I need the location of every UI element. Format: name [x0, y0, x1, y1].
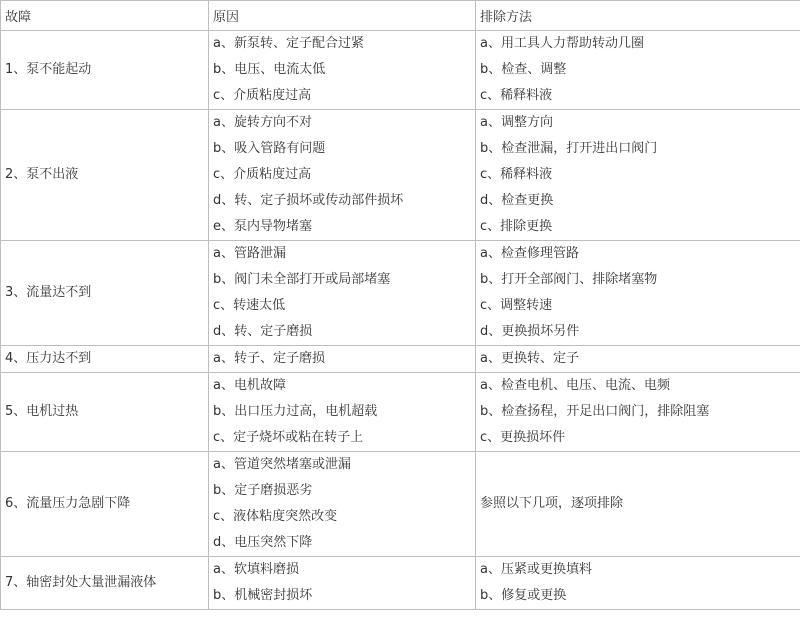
fault-name: 6、流量压力急剧下降	[5, 496, 131, 511]
remedy-item: d、检查更换	[480, 193, 554, 208]
cause-item: a、新泵转、定子配合过紧	[213, 36, 364, 51]
remedy-item: c、更换损坏件	[480, 430, 566, 445]
cause-item: b、吸入管路有问题	[213, 141, 326, 156]
table-body	[1, 31, 800, 610]
remedy-item: a、调整方向	[480, 115, 553, 130]
header-row	[1, 1, 800, 31]
remedy-cell	[476, 346, 800, 373]
cause-cell	[209, 452, 476, 557]
fault-name: 4、压力达不到	[5, 351, 92, 366]
cause-item: d、转、定子磨损	[213, 324, 313, 339]
remedy-item: c、调整转速	[480, 298, 553, 313]
table-row	[1, 346, 800, 373]
cause-item: c、介质粘度过高	[213, 88, 312, 103]
header-cause: 原因	[209, 1, 476, 31]
remedy-item: a、检查修理管路	[480, 246, 579, 261]
cause-item: a、管道突然堵塞或泄漏	[213, 457, 351, 472]
cause-cell	[209, 373, 476, 452]
cause-item: b、出口压力过高，电机超载	[213, 404, 378, 419]
cause-item: b、机械密封损坏	[213, 588, 313, 603]
remedy-cell	[476, 241, 800, 346]
fault-cell	[1, 31, 209, 110]
cause-item: a、软填料磨损	[213, 562, 299, 577]
remedy-item: b、修复或更换	[480, 588, 567, 603]
fault-name: 2、泵不出液	[5, 167, 79, 182]
remedy-item: b、检查、调整	[480, 62, 567, 77]
remedy-cell	[476, 31, 800, 110]
fault-name: 3、流量达不到	[5, 285, 92, 300]
remedy-item: a、压紧或更换填料	[480, 562, 592, 577]
fault-cell	[1, 346, 209, 373]
table-row	[1, 557, 800, 610]
cause-item: d、转、定子损坏或传动部件损坏	[213, 193, 404, 208]
fault-name: 1、泵不能起动	[5, 62, 92, 77]
cause-item: a、管路泄漏	[213, 246, 286, 261]
table-row	[1, 373, 800, 452]
fault-cell	[1, 110, 209, 241]
cause-item: e、泵内导物堵塞	[213, 219, 312, 234]
table-row	[1, 241, 800, 346]
cause-item: a、旋转方向不对	[213, 115, 312, 130]
table-row	[1, 452, 800, 557]
remedy-cell	[476, 452, 800, 557]
cause-cell	[209, 31, 476, 110]
remedy-item: c、排除更换	[480, 219, 553, 234]
table-header	[1, 1, 800, 31]
cause-item: d、电压突然下降	[213, 535, 313, 550]
remedy-item: d、更换损坏另件	[480, 324, 580, 339]
fault-name: 5、电机过热	[5, 404, 79, 419]
cause-item: b、阀门未全部打开或局部堵塞	[213, 272, 391, 287]
remedy-item: a、用工具人力帮助转动几圈	[480, 36, 644, 51]
cause-cell	[209, 241, 476, 346]
cause-item: c、液体粘度突然改变	[213, 509, 338, 524]
header-fault: 故障	[1, 1, 209, 31]
remedy-item: a、检查电机、电压、电流、电频	[480, 378, 670, 393]
cause-item: b、定子磨损恶劣	[213, 483, 313, 498]
remedy-item: b、检查泄漏，打开进出口阀门	[480, 141, 658, 156]
fault-cell	[1, 373, 209, 452]
header-remedy: 排除方法	[476, 1, 800, 31]
remedy-cell	[476, 110, 800, 241]
fault-cell	[1, 452, 209, 557]
fault-name: 7、轴密封处大量泄漏液体	[5, 575, 157, 590]
remedy-item: b、检查扬程，开足出口阀门，排除阻塞	[480, 404, 710, 419]
cause-item: c、转速太低	[213, 298, 286, 313]
remedy-item: c、稀释料液	[480, 167, 553, 182]
fault-cell	[1, 241, 209, 346]
cause-item: b、电压、电流太低	[213, 62, 326, 77]
cause-cell	[209, 110, 476, 241]
remedy-item: b、打开全部阀门、排除堵塞物	[480, 272, 658, 287]
remedy-cell	[476, 557, 800, 610]
cause-item: c、介质粘度过高	[213, 167, 312, 182]
cause-cell	[209, 346, 476, 373]
remedy-item: 参照以下几项，逐项排除	[480, 496, 624, 511]
table-row	[1, 31, 800, 110]
cause-item: c、定子烧坏或粘在转子上	[213, 430, 364, 445]
fault-cell	[1, 557, 209, 610]
cause-item: a、转子、定子磨损	[213, 351, 325, 366]
remedy-cell	[476, 373, 800, 452]
remedy-item: c、稀释料液	[480, 88, 553, 103]
cause-item: a、电机故障	[213, 378, 286, 393]
cause-cell	[209, 557, 476, 610]
remedy-item: a、更换转、定子	[480, 351, 579, 366]
table-row	[1, 110, 800, 241]
